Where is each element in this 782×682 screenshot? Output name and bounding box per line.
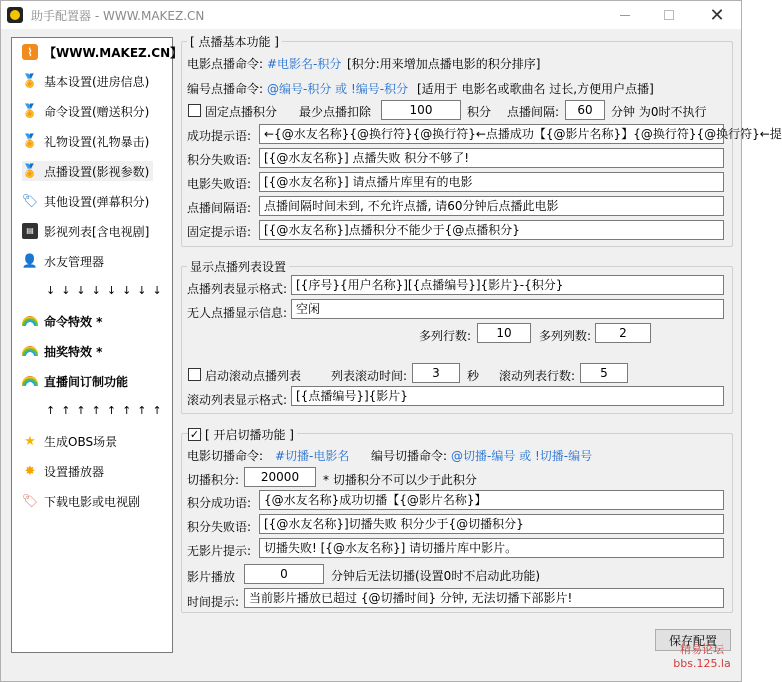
medal-icon: 🏅 bbox=[21, 103, 39, 119]
list-format-input[interactable]: [{序号}{用户名称}][{点播编号}]{影片}-{积分} bbox=[291, 275, 724, 295]
sun-icon: ✸ bbox=[24, 463, 36, 479]
scroll-format-input[interactable]: [{点播编号}]{影片} bbox=[291, 386, 724, 406]
switch-time-input[interactable]: 当前影片播放已超过 {@切播时间} 分钟, 无法切播下部影片! bbox=[244, 588, 724, 608]
rainbow-icon bbox=[22, 316, 38, 326]
switch-num-cmd-value: @切播-编号 或 !切播-编号 bbox=[451, 449, 593, 463]
switch-num-cmd-label: 编号切播命令: bbox=[371, 449, 448, 463]
switch-time-label: 时间提示: bbox=[187, 595, 240, 609]
medal-icon: 🏅 bbox=[21, 73, 39, 89]
scroll-list-label: 启动滚动点播列表 bbox=[205, 369, 302, 383]
sidebar-item-label: 生成OBS场景 bbox=[44, 434, 118, 449]
window-title: 助手配置器 - WWW.MAKEZ.CN bbox=[31, 8, 205, 23]
sidebar-item-download[interactable] bbox=[22, 491, 140, 511]
forum-watermark bbox=[667, 643, 737, 671]
minimize-button[interactable] bbox=[603, 1, 647, 29]
rainbow-icon bbox=[22, 376, 38, 386]
switch-nomovie-label: 无影片提示: bbox=[187, 544, 252, 558]
points-unit: 积分 bbox=[467, 105, 492, 119]
star-icon: ★ bbox=[24, 433, 36, 449]
min-deduct-input[interactable]: 100 bbox=[381, 100, 461, 120]
switch-success-label: 积分成功语: bbox=[187, 496, 252, 510]
sidebar-item-label: 设置播放器 bbox=[44, 464, 105, 479]
fail-movie-input[interactable]: [{@水友名称}] 请点播片库里有的电影 bbox=[259, 172, 724, 192]
medal-icon: 🏅 bbox=[21, 163, 39, 179]
save-config-button[interactable]: 保存配置 bbox=[655, 629, 731, 651]
num-cmd-value: @编号-积分 或 !编号-积分 bbox=[267, 82, 409, 96]
switch-movie-cmd-label: 电影切播命令: bbox=[187, 449, 264, 463]
movie-cmd-value: #电影名-积分 bbox=[267, 57, 342, 71]
tag-icon: 🏷 bbox=[21, 493, 39, 509]
sidebar-item-command[interactable] bbox=[22, 101, 149, 121]
sidebar-item-website[interactable] bbox=[22, 42, 182, 62]
user-icon: 👤 bbox=[21, 253, 39, 269]
sidebar-item-label: 抽奖特效 * bbox=[44, 344, 103, 359]
watermark-line2: bbs.125.la bbox=[673, 657, 731, 670]
sidebar-item-custom[interactable] bbox=[22, 371, 128, 391]
fixed-points-label: 固定点播积分 bbox=[205, 105, 278, 119]
app-icon bbox=[7, 7, 23, 23]
up-arrows-divider: ↑↑↑↑↑↑↑↑ bbox=[46, 404, 168, 417]
sidebar-item-vod[interactable] bbox=[22, 161, 153, 181]
sidebar bbox=[11, 37, 183, 653]
fail-points-label: 积分失败语: bbox=[187, 153, 252, 167]
watermark-line1: 精易论坛 bbox=[680, 643, 724, 656]
sidebar-item-users[interactable] bbox=[22, 251, 104, 271]
cols-label: 多列列数: bbox=[539, 329, 592, 343]
scroll-list-checkbox[interactable] bbox=[188, 368, 201, 381]
sidebar-item-command-effects[interactable] bbox=[22, 311, 102, 331]
sidebar-item-gift[interactable] bbox=[22, 131, 149, 151]
scroll-time-label: 列表滚动时间: bbox=[331, 369, 408, 383]
num-cmd-label: 编号点播命令: bbox=[187, 82, 264, 96]
rainbow-icon bbox=[22, 346, 38, 356]
movie-cmd-note: [积分:用来增加点播电影的积分排序] bbox=[347, 57, 541, 71]
maximize-icon bbox=[664, 10, 674, 20]
down-arrows-divider: ↓↓↓↓↓↓↓↓ bbox=[46, 284, 168, 297]
success-msg-input[interactable]: ←{@水友名称}{@换行符}{@换行符}←点播成功【{@影片名称}】{@换行符}{@换行符}←提 bbox=[259, 124, 724, 144]
sidebar-item-label: 水友管理器 bbox=[44, 254, 105, 269]
scroll-format-label: 滚动列表显示格式: bbox=[187, 393, 288, 407]
rows-label: 多列行数: bbox=[419, 329, 472, 343]
rows-input[interactable]: 10 bbox=[477, 323, 531, 343]
sidebar-item-movie-list[interactable] bbox=[22, 221, 149, 241]
scroll-rows-label: 滚动列表行数: bbox=[499, 369, 576, 383]
sidebar-item-obs[interactable] bbox=[22, 431, 117, 451]
switch-enable-checkbox[interactable]: ✓ bbox=[189, 428, 200, 441]
close-icon: ✕ bbox=[709, 4, 725, 26]
fail-points-input[interactable]: [{@水友名称}] 点播失败 积分不够了! bbox=[259, 148, 724, 168]
sidebar-item-other[interactable] bbox=[22, 191, 149, 211]
sidebar-item-label: 命令特效 * bbox=[44, 314, 103, 329]
interval-note: 分钟 为0时不执行 bbox=[611, 105, 707, 119]
sidebar-item-lottery-effects[interactable] bbox=[22, 341, 102, 361]
fixed-msg-label: 固定提示语: bbox=[187, 225, 252, 239]
sidebar-item-label: 点播设置(影视参数) bbox=[44, 164, 150, 179]
sidebar-item-label: 其他设置(弹幕积分) bbox=[44, 194, 150, 209]
switch-points-input[interactable]: 20000 bbox=[244, 467, 316, 487]
switch-points-label: 切播积分: bbox=[187, 473, 240, 487]
basic-group-title: [ 点播基本功能 ] bbox=[187, 33, 282, 50]
film-icon: ▤ bbox=[22, 223, 38, 239]
medal-icon: 🏅 bbox=[21, 133, 39, 149]
list-group-title: 显示点播列表设置 bbox=[187, 258, 289, 275]
sidebar-item-label: 命令设置(赠送积分) bbox=[44, 104, 150, 119]
empty-msg-label: 无人点播显示信息: bbox=[187, 306, 288, 320]
switch-group-title: [ 开启切播功能 ] bbox=[202, 426, 297, 443]
seconds-unit: 秒 bbox=[467, 369, 480, 383]
interval-msg-input[interactable]: 点播间隔时间未到, 不允许点播, 请60分钟后点播此电影 bbox=[259, 196, 724, 216]
min-deduct-label: 最少点播扣除 bbox=[299, 105, 372, 119]
interval-label: 点播间隔: bbox=[507, 105, 560, 119]
sidebar-item-basic[interactable] bbox=[22, 71, 149, 91]
movie-cmd-label: 电影点播命令: bbox=[187, 57, 264, 71]
rss-icon: ⌇ bbox=[22, 44, 38, 60]
fixed-msg-input[interactable]: [{@水友名称}]点播积分不能少于{@点播积分} bbox=[259, 220, 724, 240]
fixed-points-checkbox[interactable] bbox=[188, 104, 201, 117]
title-bar bbox=[1, 1, 741, 29]
switch-play-input[interactable]: 0 bbox=[244, 564, 324, 584]
close-button[interactable] bbox=[695, 1, 739, 29]
switch-fail-label: 积分失败语: bbox=[187, 520, 252, 534]
switch-play-note: 分钟后无法切播(设置0时不启动此功能) bbox=[331, 569, 540, 583]
success-msg-label: 成功提示语: bbox=[187, 129, 252, 143]
num-cmd-note: [适用于 电影名或歌曲名 过长,方便用户点播] bbox=[417, 82, 654, 96]
scroll-rows-input[interactable]: 5 bbox=[580, 363, 628, 383]
sidebar-item-label: 礼物设置(礼物暴击) bbox=[44, 134, 150, 149]
sidebar-item-player[interactable] bbox=[22, 461, 104, 481]
switch-success-input[interactable]: {@水友名称}成功切播【{@影片名称}】 bbox=[259, 490, 724, 510]
interval-msg-label: 点播间隔语: bbox=[187, 201, 252, 215]
fail-movie-label: 电影失败语: bbox=[187, 177, 252, 191]
list-format-label: 点播列表显示格式: bbox=[187, 282, 288, 296]
switch-fail-input[interactable]: [{@水友名称}]切播失败 积分少于{@切播积分} bbox=[259, 514, 724, 534]
tag-icon: 🏷 bbox=[21, 193, 39, 209]
sidebar-item-label: 下载电影或电视剧 bbox=[44, 494, 141, 509]
sidebar-item-label: 影视列表[含电视剧] bbox=[44, 224, 150, 239]
cols-input[interactable]: 2 bbox=[595, 323, 651, 343]
switch-points-note: * 切播积分不可以少于此积分 bbox=[323, 473, 477, 487]
sidebar-item-label: 基本设置(进房信息) bbox=[44, 74, 150, 89]
minimize-icon bbox=[620, 15, 630, 16]
scroll-time-input[interactable]: 3 bbox=[412, 363, 460, 383]
switch-movie-cmd-value: #切播-电影名 bbox=[275, 449, 350, 463]
sidebar-item-label: 【WWW.MAKEZ.CN】 bbox=[44, 45, 183, 60]
switch-nomovie-input[interactable]: 切播失败! [{@水友名称}] 请切播片库中影片。 bbox=[259, 538, 724, 558]
sidebar-item-label: 直播间订制功能 bbox=[44, 374, 129, 389]
empty-msg-input[interactable]: 空闲 bbox=[291, 299, 724, 319]
maximize-button[interactable] bbox=[647, 1, 691, 29]
interval-input[interactable]: 60 bbox=[565, 100, 605, 120]
switch-play-label: 影片播放 bbox=[187, 570, 236, 584]
